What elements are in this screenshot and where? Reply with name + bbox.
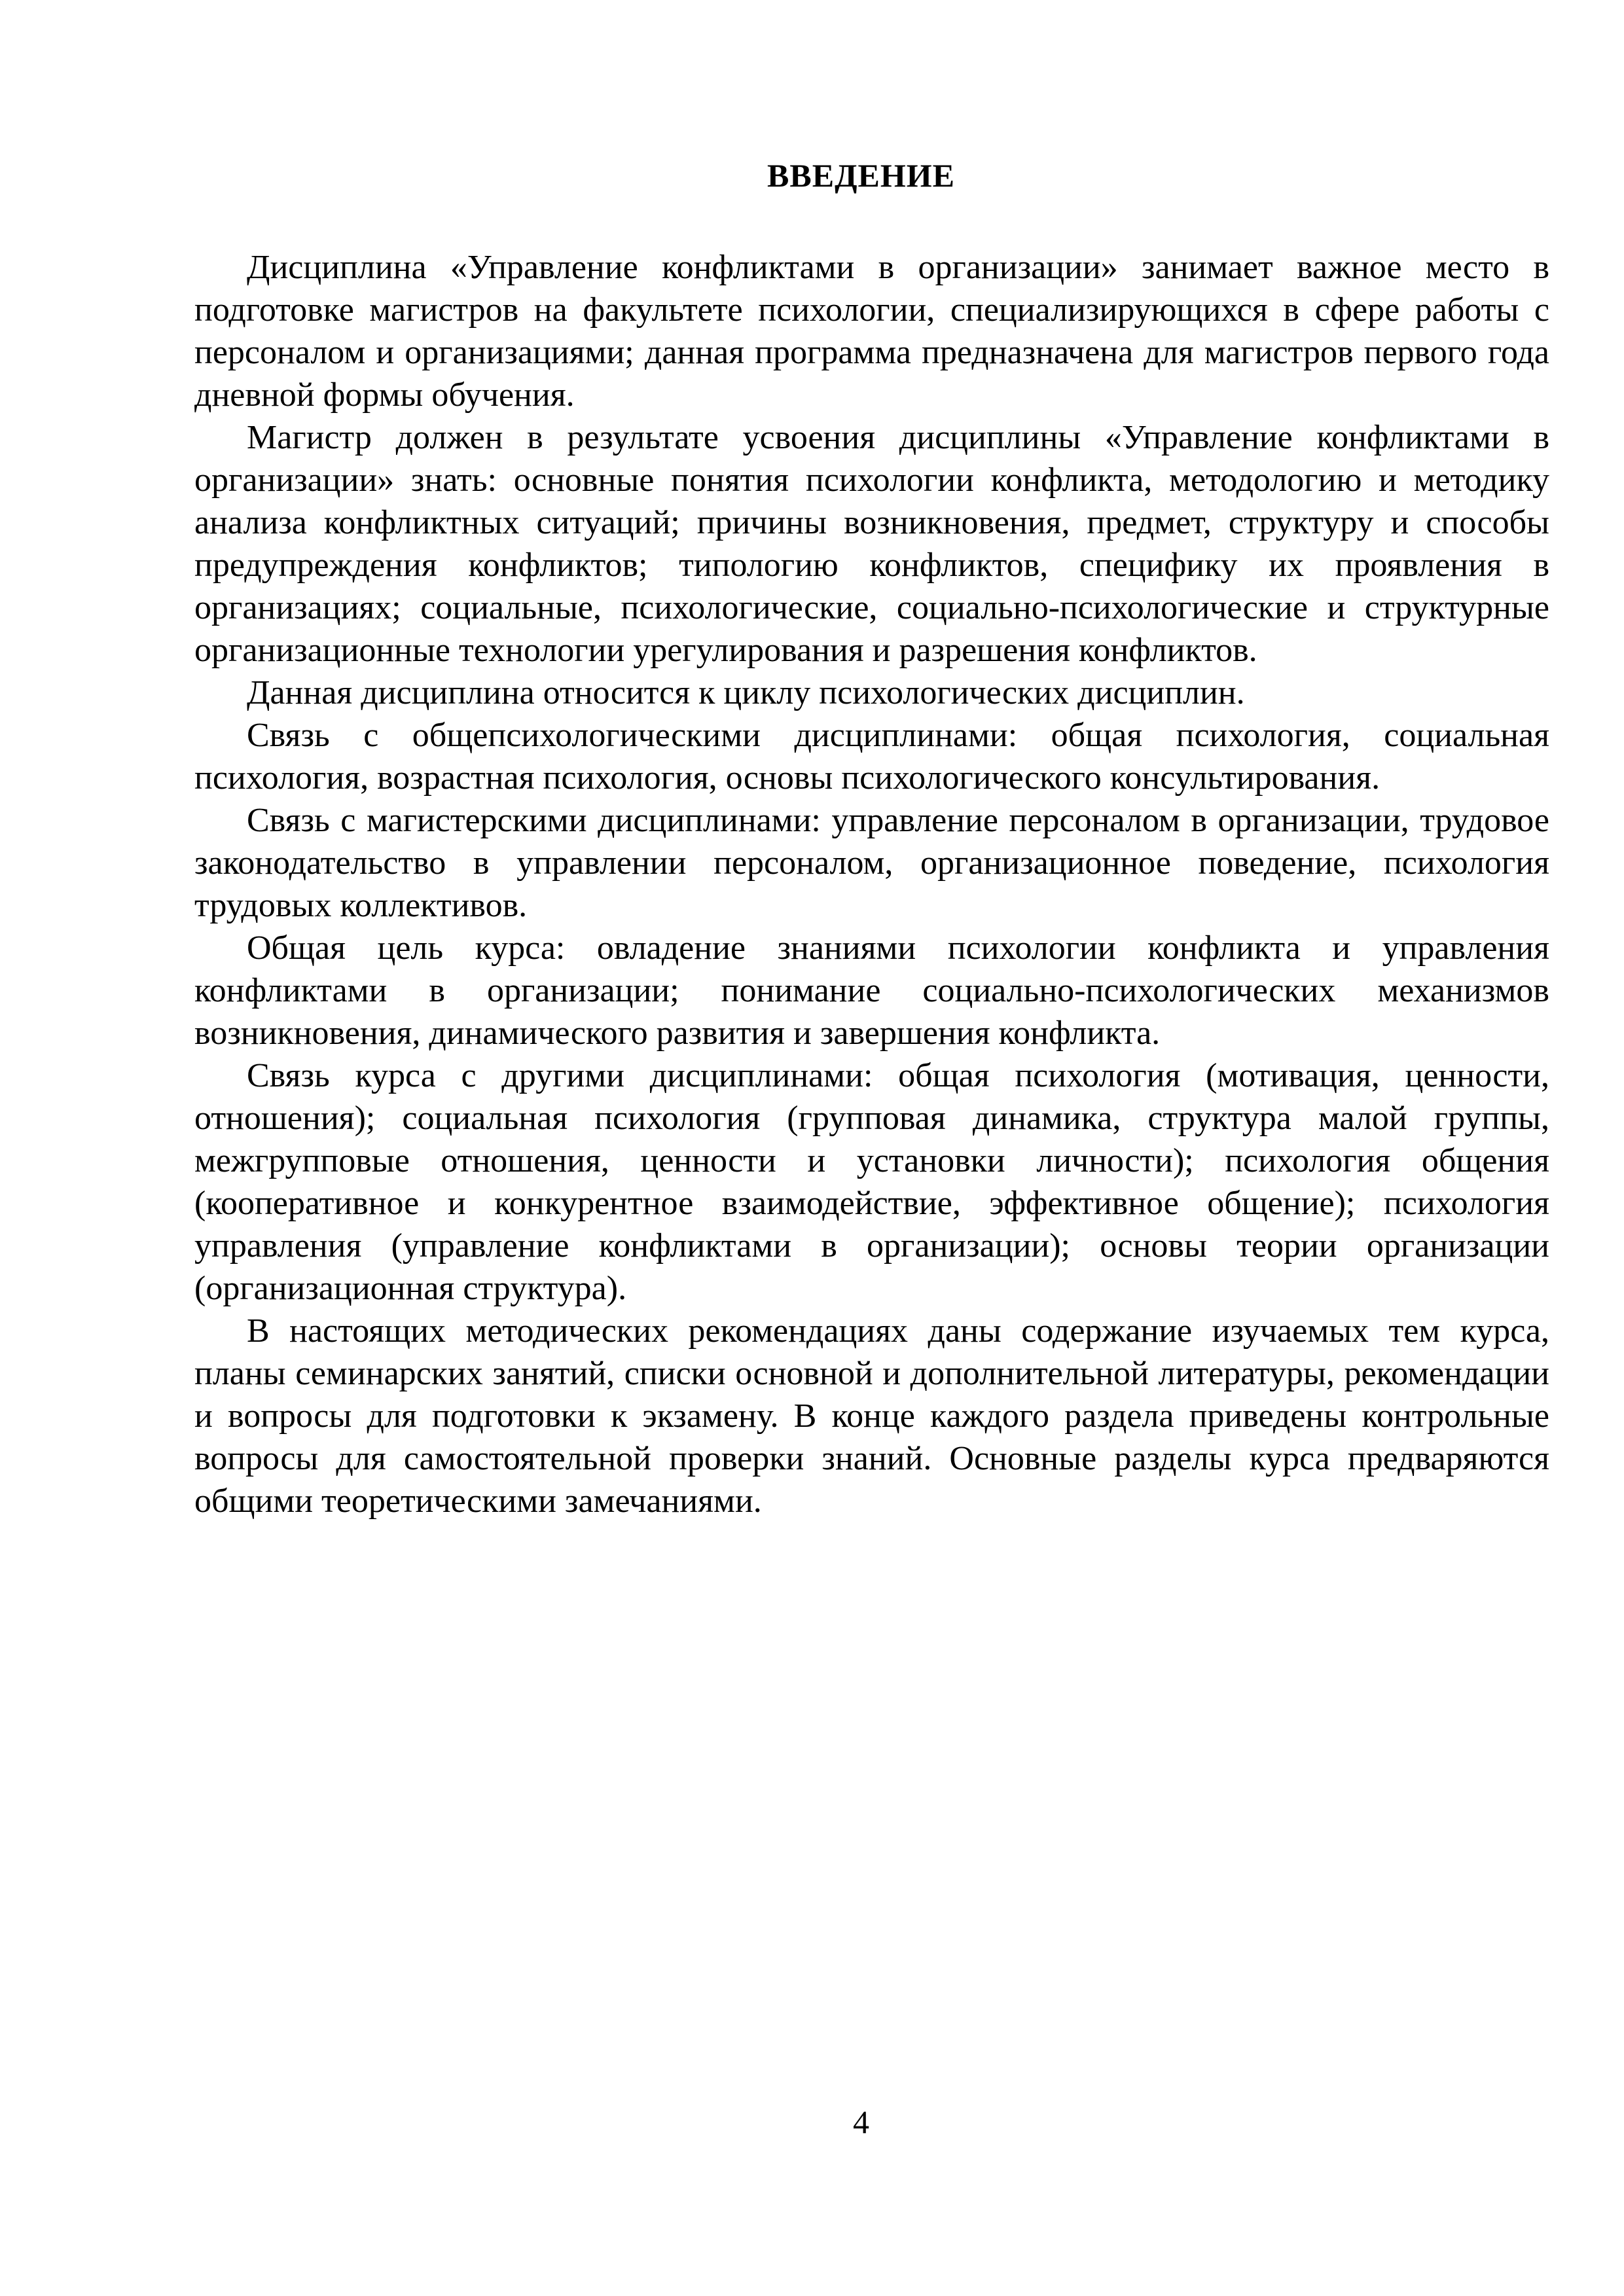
paragraph-course-goal: Общая цель курса: овладение знаниями психологии конфликта и управления конфликтами в организации; понимание социально-психологических механизмов возникновения, динамического развития и завершения конфликта.: [194, 929, 1549, 1052]
paragraph-master-knowledge: Магистр должен в результате усвоения дисциплины «Управление конфликтами в организации» знать: основные понятия психологии конфликта, методологию и методику анализа конфликтных ситуаций; причины возникновения, предмет, структуру и способы предупреждения конфликтов; типологию конфликтов, специфику их проявления в организациях; социальные, психологические, социально-психологические и структурные организационные технологии урегулирования и разрешения конфликтов.: [194, 419, 1549, 669]
section-title: ВВЕДЕНИЕ: [767, 157, 955, 194]
paragraph-discipline-intro: Дисциплина «Управление конфликтами в организации» занимает важное место в подготовке магистров на факультете психологии, специализирующихся в сфере работы с персоналом и организациями; данная программа предназначена для магистров первого года дневной формы обучения.: [194, 249, 1549, 414]
body-text: [194, 246, 1549, 1522]
paragraph-master-links: Связь с магистерскими дисциплинами: управление персоналом в организации, трудовое законодательство в управлении персоналом, организационное поведение, психология трудовых коллективов.: [194, 802, 1549, 924]
paragraph-methodical-recommendations: В настоящих методических рекомендациях даны содержание изучаемых тем курса, планы семинарских занятий, списки основной и дополнительной литературы, рекомендации и вопросы для подготовки к экзамену. В конце каждого раздела приведены контрольные вопросы для самостоятельной проверки знаний. Основные разделы курса предваряются общими теоретическими замечаниями.: [194, 1312, 1549, 1520]
paragraph-other-disciplines: Связь курса с другими дисциплинами: общая психология (мотивация, ценности, отношения); социальная психология (групповая динамика, структура малой группы, межгрупповые отношения, ценности и установки личности); психология общения (кооперативное и конкурентное взаимодействие, эффективное общение); психология управления (управление конфликтами в организации); основы теории организации (организационная структура).: [194, 1057, 1549, 1307]
paragraph-general-psych-links: Связь с общепсихологическими дисциплинами: общая психология, социальная психология, возрастная психология, основы психологического консультирования.: [194, 717, 1549, 797]
page-number: 4: [853, 2104, 869, 2140]
paragraph-discipline-cycle: Данная дисциплина относится к циклу психологических дисциплин.: [247, 674, 1245, 711]
